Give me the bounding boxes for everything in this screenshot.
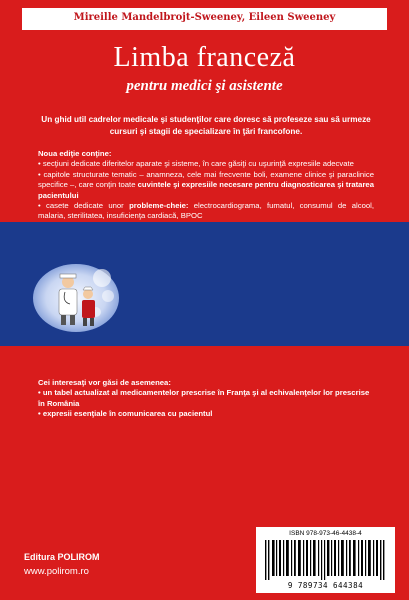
contents-bullet-1: • secţiuni dedicate diferitelor aparate şi sisteme, în care găsiţi cu uşurinţă expresiile adecvate bbox=[38, 159, 354, 169]
isbn-barcode bbox=[256, 527, 395, 593]
contents-heading: Noua ediţie conţine: bbox=[38, 149, 112, 158]
top-red-panel bbox=[0, 0, 409, 222]
bubble-1 bbox=[93, 269, 111, 287]
book-title: Limba franceză bbox=[113, 42, 296, 73]
publisher-name: Editura POLIROM bbox=[24, 552, 100, 562]
author-bar bbox=[22, 8, 387, 30]
also-heading: Cei interesaţi vor găsi de asemenea: bbox=[38, 378, 171, 387]
contents-bullet-3-rest: electrocardiograma, fumatul, consumul de alcool, malaria, sterilitatea, insuficienţa cardiacă, BPOC bbox=[38, 201, 374, 221]
contents-bullet-2-text: • capitole structurate tematic – anamneza, cele mai frecvente boli, examene clinice şi paraclinice specifice –, care conţin toate bbox=[38, 169, 374, 190]
authors: Mireille Mandelbrojt-Sweeney, Eileen Sweeney bbox=[73, 12, 336, 23]
bubble-2 bbox=[102, 290, 114, 302]
contents-bullet-3-emphasis: probleme-cheie: bbox=[129, 201, 189, 211]
also-bullet-1: • un tabel actualizat al medicamentelor prescrise în Franţa şi al echivalenţelor lor prescrise în România bbox=[38, 388, 370, 408]
contents-bullet-2-emphasis: cuvintele şi expresiile necesare pentru diagnosticarea şi tratarea pacientului bbox=[38, 180, 374, 200]
isbn-number: ISBN 978-973-46-4438-4 bbox=[289, 530, 362, 537]
contents-bullet-3-text: • casete dedicate unor bbox=[38, 201, 130, 211]
medical-illustration bbox=[32, 262, 120, 334]
publisher-website[interactable]: www.polirom.ro bbox=[24, 566, 89, 577]
also-section bbox=[38, 378, 374, 420]
contents-section bbox=[38, 149, 374, 222]
contents-bullet-3 bbox=[38, 201, 374, 222]
barcode-bars bbox=[263, 540, 388, 580]
book-subtitle: pentru medici şi asistente bbox=[126, 78, 283, 94]
barcode-digits: 9 789734 644384 bbox=[287, 581, 364, 590]
also-bullet-2: • expresii esenţiale în comunicarea cu pacientul bbox=[38, 409, 213, 419]
intro-paragraph: Un ghid util cadrelor medicale şi studenţilor care doresc să profeseze sau să urmeze cursuri şi stagii de specializare în ţări francofone. bbox=[41, 115, 371, 136]
contents-bullet-2 bbox=[38, 170, 374, 201]
